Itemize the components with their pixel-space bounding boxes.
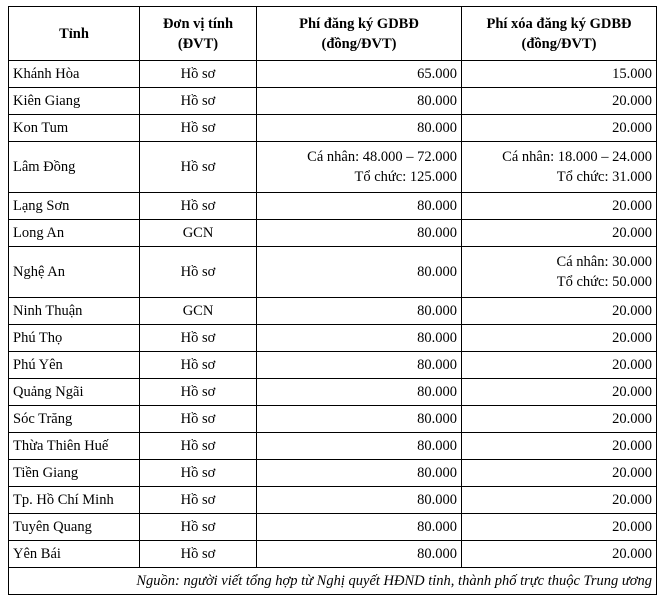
cell-deletion-fee bbox=[462, 88, 657, 115]
fee-line: 80.000 bbox=[417, 492, 457, 508]
cell-province: Tiền Giang bbox=[9, 460, 140, 487]
cell-deletion-fee bbox=[462, 298, 657, 325]
cell-unit: GCN bbox=[140, 220, 257, 247]
fee-line: Tổ chức: 125.000 bbox=[354, 169, 457, 185]
cell-registration-fee bbox=[257, 514, 462, 541]
fee-line: Tổ chức: 31.000 bbox=[556, 169, 652, 185]
fee-line: Cá nhân: 48.000 – 72.000 bbox=[307, 149, 457, 165]
fee-line: 80.000 bbox=[417, 225, 457, 241]
cell-deletion-fee bbox=[462, 541, 657, 568]
cell-deletion-fee bbox=[462, 379, 657, 406]
fee-line: 80.000 bbox=[417, 198, 457, 214]
cell-unit: Hồ sơ bbox=[140, 379, 257, 406]
cell-deletion-fee bbox=[462, 142, 657, 193]
fee-line: 20.000 bbox=[612, 492, 652, 508]
fee-line: 80.000 bbox=[417, 519, 457, 535]
table-row bbox=[9, 487, 657, 514]
fee-line: 80.000 bbox=[417, 330, 457, 346]
table-row bbox=[9, 379, 657, 406]
cell-registration-fee bbox=[257, 142, 462, 193]
fee-line: 20.000 bbox=[612, 330, 652, 346]
table-row bbox=[9, 541, 657, 568]
cell-deletion-fee bbox=[462, 406, 657, 433]
cell-province: Lạng Sơn bbox=[9, 193, 140, 220]
cell-unit: Hồ sơ bbox=[140, 115, 257, 142]
cell-registration-fee bbox=[257, 433, 462, 460]
cell-unit: Hồ sơ bbox=[140, 325, 257, 352]
cell-unit: GCN bbox=[140, 298, 257, 325]
cell-registration-fee bbox=[257, 460, 462, 487]
cell-unit: Hồ sơ bbox=[140, 352, 257, 379]
header-deletion-fee: Phí xóa đăng ký GDBĐ (đồng/ĐVT) bbox=[462, 7, 657, 61]
cell-unit: Hồ sơ bbox=[140, 142, 257, 193]
fee-line: 20.000 bbox=[612, 303, 652, 319]
fee-line: 80.000 bbox=[417, 357, 457, 373]
fee-line: 80.000 bbox=[417, 384, 457, 400]
document-page bbox=[8, 6, 657, 595]
cell-deletion-fee bbox=[462, 514, 657, 541]
cell-province: Phú Thọ bbox=[9, 325, 140, 352]
cell-province: Tp. Hồ Chí Minh bbox=[9, 487, 140, 514]
fee-line: 65.000 bbox=[417, 66, 457, 82]
cell-province: Ninh Thuận bbox=[9, 298, 140, 325]
table-row bbox=[9, 61, 657, 88]
table-row bbox=[9, 115, 657, 142]
source-row bbox=[9, 568, 657, 595]
fee-line: 20.000 bbox=[612, 120, 652, 136]
cell-province: Phú Yên bbox=[9, 352, 140, 379]
cell-unit: Hồ sơ bbox=[140, 88, 257, 115]
fee-line: 80.000 bbox=[417, 438, 457, 454]
cell-unit: Hồ sơ bbox=[140, 433, 257, 460]
fee-line: 20.000 bbox=[612, 465, 652, 481]
cell-province: Sóc Trăng bbox=[9, 406, 140, 433]
fee-line: 20.000 bbox=[612, 93, 652, 109]
cell-registration-fee bbox=[257, 298, 462, 325]
cell-registration-fee bbox=[257, 220, 462, 247]
table-row bbox=[9, 88, 657, 115]
fee-line: 20.000 bbox=[612, 546, 652, 562]
fee-line: 20.000 bbox=[612, 519, 652, 535]
header-registration-fee: Phí đăng ký GDBĐ (đồng/ĐVT) bbox=[257, 7, 462, 61]
cell-unit: Hồ sơ bbox=[140, 514, 257, 541]
table-row bbox=[9, 247, 657, 298]
table-row bbox=[9, 460, 657, 487]
cell-registration-fee bbox=[257, 88, 462, 115]
fee-line: 20.000 bbox=[612, 384, 652, 400]
cell-province: Yên Bái bbox=[9, 541, 140, 568]
cell-deletion-fee bbox=[462, 433, 657, 460]
cell-deletion-fee bbox=[462, 487, 657, 514]
cell-province: Lâm Đồng bbox=[9, 142, 140, 193]
table-row bbox=[9, 433, 657, 460]
cell-unit: Hồ sơ bbox=[140, 193, 257, 220]
table-body bbox=[9, 61, 657, 568]
fee-line: 20.000 bbox=[612, 438, 652, 454]
cell-registration-fee bbox=[257, 61, 462, 88]
cell-province: Quảng Ngãi bbox=[9, 379, 140, 406]
cell-unit: Hồ sơ bbox=[140, 61, 257, 88]
cell-deletion-fee bbox=[462, 325, 657, 352]
fee-line: Cá nhân: 18.000 – 24.000 bbox=[502, 149, 652, 165]
cell-deletion-fee bbox=[462, 247, 657, 298]
cell-province: Thừa Thiên Huế bbox=[9, 433, 140, 460]
fee-line: 80.000 bbox=[417, 411, 457, 427]
cell-unit: Hồ sơ bbox=[140, 406, 257, 433]
cell-deletion-fee bbox=[462, 193, 657, 220]
table-row bbox=[9, 142, 657, 193]
table-row bbox=[9, 325, 657, 352]
cell-unit: Hồ sơ bbox=[140, 460, 257, 487]
cell-province: Long An bbox=[9, 220, 140, 247]
fee-line: 20.000 bbox=[612, 357, 652, 373]
fee-line: 80.000 bbox=[417, 120, 457, 136]
source-note: Nguồn: người viết tổng hợp từ Nghị quyết HĐND tỉnh, thành phố trực thuộc Trung ương bbox=[9, 568, 657, 595]
table-row bbox=[9, 220, 657, 247]
table-header-row bbox=[9, 7, 657, 61]
header-unit: Đơn vị tính (ĐVT) bbox=[140, 7, 257, 61]
fee-line: 20.000 bbox=[612, 411, 652, 427]
cell-deletion-fee bbox=[462, 352, 657, 379]
table-row bbox=[9, 514, 657, 541]
fee-line: 80.000 bbox=[417, 465, 457, 481]
fee-line: 20.000 bbox=[612, 198, 652, 214]
cell-registration-fee bbox=[257, 352, 462, 379]
cell-registration-fee bbox=[257, 247, 462, 298]
cell-deletion-fee bbox=[462, 460, 657, 487]
cell-registration-fee bbox=[257, 379, 462, 406]
cell-registration-fee bbox=[257, 487, 462, 514]
fee-line: 80.000 bbox=[417, 93, 457, 109]
cell-province: Kiên Giang bbox=[9, 88, 140, 115]
fee-line: 80.000 bbox=[417, 303, 457, 319]
cell-registration-fee bbox=[257, 115, 462, 142]
fee-line: Cá nhân: 30.000 bbox=[556, 254, 652, 270]
cell-province: Nghệ An bbox=[9, 247, 140, 298]
cell-province: Khánh Hòa bbox=[9, 61, 140, 88]
cell-unit: Hồ sơ bbox=[140, 487, 257, 514]
table-row bbox=[9, 298, 657, 325]
cell-unit: Hồ sơ bbox=[140, 247, 257, 298]
cell-unit: Hồ sơ bbox=[140, 541, 257, 568]
cell-deletion-fee bbox=[462, 115, 657, 142]
cell-province: Kon Tum bbox=[9, 115, 140, 142]
table-row bbox=[9, 406, 657, 433]
header-province: Tỉnh bbox=[9, 7, 140, 61]
fee-table bbox=[8, 6, 657, 595]
cell-registration-fee bbox=[257, 193, 462, 220]
cell-registration-fee bbox=[257, 325, 462, 352]
cell-deletion-fee bbox=[462, 220, 657, 247]
fee-line: Tổ chức: 50.000 bbox=[556, 274, 652, 290]
fee-line: 20.000 bbox=[612, 225, 652, 241]
table-row bbox=[9, 352, 657, 379]
cell-registration-fee bbox=[257, 406, 462, 433]
fee-line: 15.000 bbox=[612, 66, 652, 82]
fee-line: 80.000 bbox=[417, 546, 457, 562]
cell-registration-fee bbox=[257, 541, 462, 568]
table-row bbox=[9, 193, 657, 220]
fee-line: 80.000 bbox=[417, 264, 457, 280]
cell-province: Tuyên Quang bbox=[9, 514, 140, 541]
cell-deletion-fee bbox=[462, 61, 657, 88]
